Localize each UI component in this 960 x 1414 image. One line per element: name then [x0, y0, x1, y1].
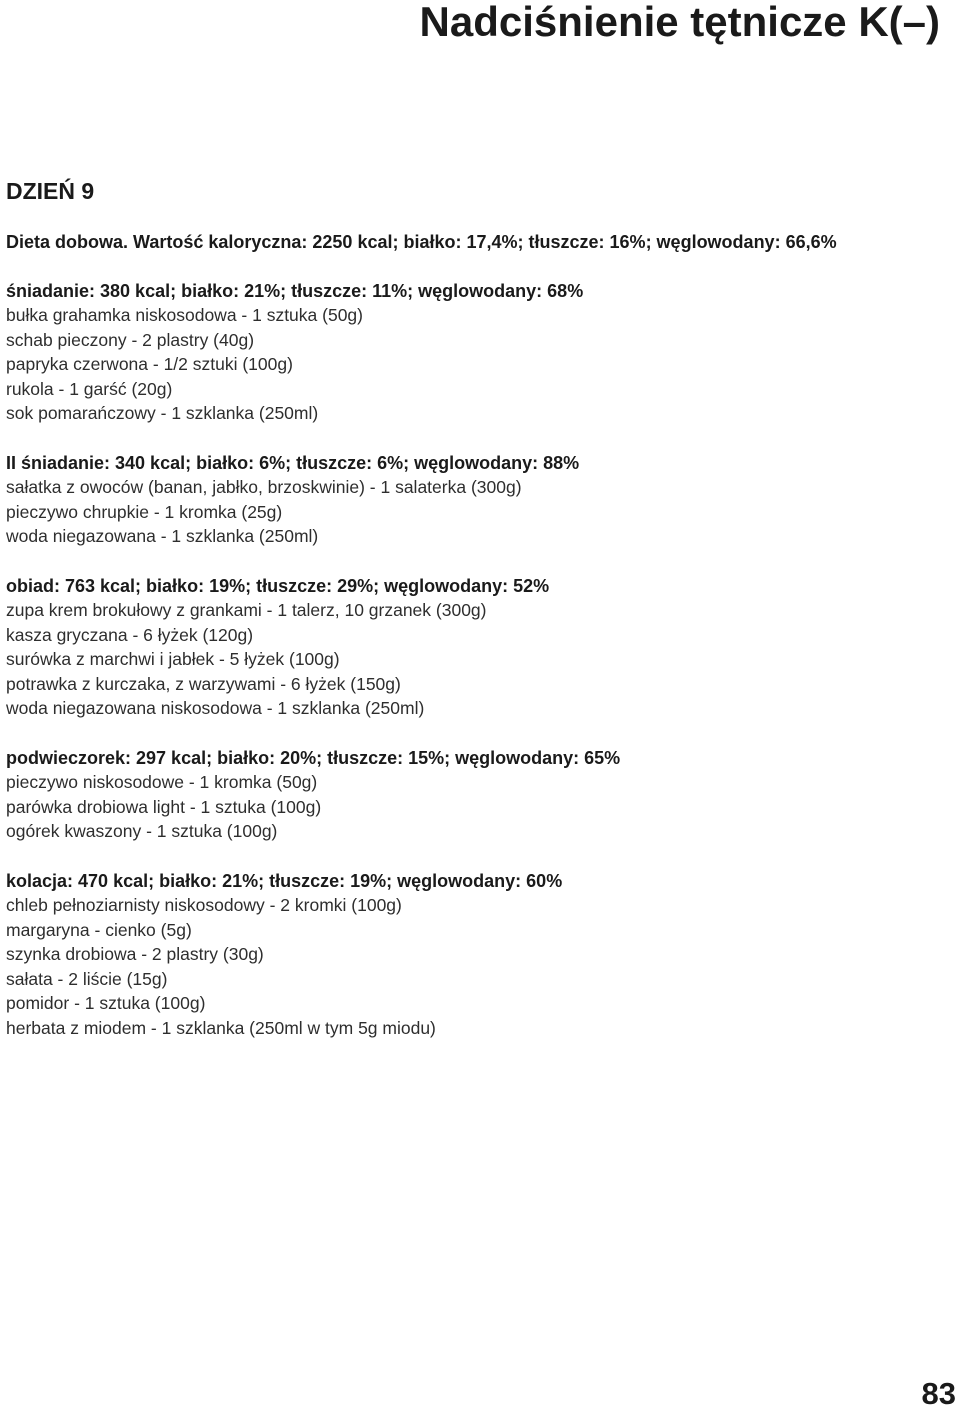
daily-summary: Dieta dobowa. Wartość kaloryczna: 2250 kcal; białko: 17,4%; tłuszcze: 16%; węglowodany: 66,6%: [6, 232, 837, 252]
page-title: Nadciśnienie tętnicze K(–): [419, 0, 940, 45]
meal-item: ogórek kwaszony - 1 sztuka (100g): [6, 821, 278, 841]
meal-item: pieczywo niskosodowe - 1 kromka (50g): [6, 772, 318, 792]
meal-item: woda niegazowana niskosodowa - 1 szklanka (250ml): [6, 698, 425, 718]
meal-item: herbata z miodem - 1 szklanka (250ml w tym 5g miodu): [6, 1017, 436, 1038]
meal-item: zupa krem brokułowy z grankami - 1 talerz, 10 grzanek (300g): [6, 600, 487, 620]
meal-heading: II śniadanie: 340 kcal; białko: 6%; tłuszcze: 6%; węglowodany: 88%: [6, 452, 580, 473]
meal-item: sok pomarańczowy - 1 szklanka (250ml): [6, 403, 319, 423]
meal-heading: podwieczorek: 297 kcal; białko: 20%; tłuszcze: 15%; węglowodany: 65%: [6, 747, 621, 768]
meal-item: bułka grahamka niskosodowa - 1 sztuka (50g): [6, 305, 363, 325]
meal-item: szynka drobiowa - 2 plastry (30g): [6, 944, 264, 964]
meal-item: papryka czerwona - 1/2 sztuki (100g): [6, 354, 293, 374]
meal-item: sałata - 2 liście (15g): [6, 968, 168, 989]
meal-heading: obiad: 763 kcal; białko: 19%; tłuszcze: 29%; węglowodany: 52%: [6, 575, 550, 596]
meal-afternoon-snack: [6, 746, 926, 844]
meal-items: [6, 893, 926, 1040]
meal-item: sałatka z owoców (banan, jabłko, brzoskwinie) - 1 salaterka (300g): [6, 477, 522, 497]
meal-item: potrawka z kurczaka, z warzywami - 6 łyżek (150g): [6, 673, 401, 694]
page-number: 83: [921, 1376, 956, 1411]
meal-lunch: [6, 574, 926, 721]
meal-item: pieczywo chrupkie - 1 kromka (25g): [6, 501, 283, 522]
meal-item: parówka drobiowa light - 1 sztuka (100g): [6, 796, 322, 817]
meal-item: rukola - 1 garść (20g): [6, 378, 173, 399]
meal-item: schab pieczony - 2 plastry (40g): [6, 329, 255, 350]
meal-item: margaryna - cienko (5g): [6, 919, 192, 940]
meal-dinner: [6, 869, 926, 1041]
meal-item: kasza gryczana - 6 łyżek (120g): [6, 624, 254, 645]
meal-items: [6, 303, 926, 426]
meal-items: [6, 598, 926, 721]
meal-item: surówka z marchwi i jabłek - 5 łyżek (100g): [6, 649, 340, 669]
diet-plan: [6, 230, 926, 1065]
day-heading: DZIEŃ 9: [6, 178, 95, 204]
meal-heading: kolacja: 470 kcal; białko: 21%; tłuszcze: 19%; węglowodany: 60%: [6, 870, 563, 891]
meal-items: [6, 770, 926, 844]
meal-second-breakfast: [6, 451, 926, 549]
meal-item: chleb pełnoziarnisty niskosodowy - 2 kromki (100g): [6, 895, 402, 915]
meal-breakfast: [6, 279, 926, 426]
meal-item: pomidor - 1 sztuka (100g): [6, 993, 206, 1013]
meal-item: woda niegazowana - 1 szklanka (250ml): [6, 526, 319, 546]
meal-heading: śniadanie: 380 kcal; białko: 21%; tłuszcze: 11%; węglowodany: 68%: [6, 280, 584, 301]
meal-items: [6, 475, 926, 549]
